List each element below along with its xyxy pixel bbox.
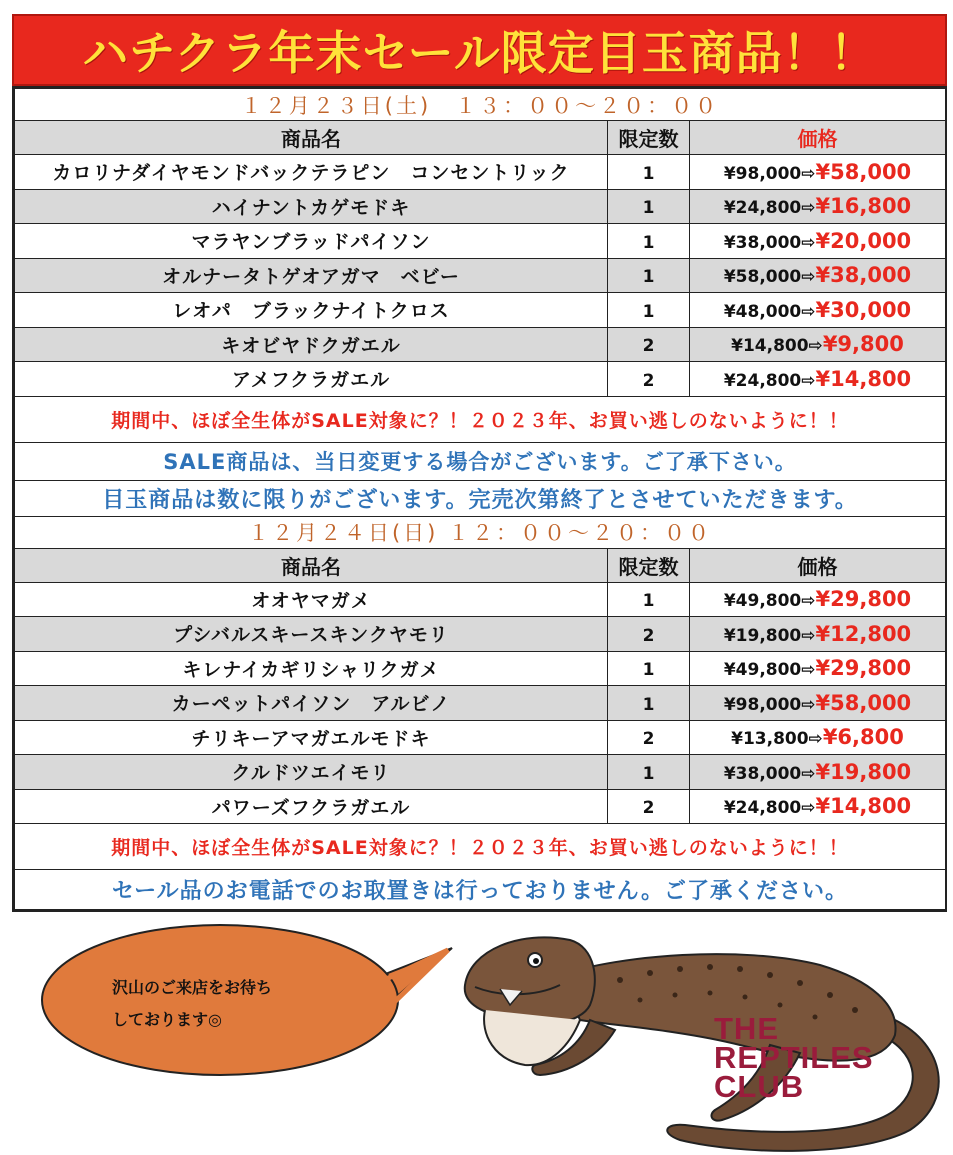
- item-qty: 2: [608, 720, 690, 755]
- day1-section: [15, 89, 946, 517]
- table-row: [15, 293, 946, 328]
- original-price: ¥38,000⇨: [723, 232, 816, 253]
- table-row: [15, 362, 946, 397]
- bubble-line-1: 沢山のご来店をお待ち: [112, 978, 273, 997]
- item-qty: 1: [608, 686, 690, 721]
- item-name: クルドツエイモリ: [15, 755, 608, 790]
- sale-price: ¥12,800: [815, 621, 912, 646]
- item-name: カーペットパイソン アルビノ: [15, 686, 608, 721]
- item-price: [690, 362, 946, 397]
- header-name: 商品名: [15, 121, 608, 155]
- original-price: ¥98,000⇨: [723, 694, 816, 715]
- item-price: [690, 327, 946, 362]
- item-name: アメフクラガエル: [15, 362, 608, 397]
- table-row: [15, 617, 946, 652]
- bubble-message: [112, 972, 352, 1036]
- item-price: [690, 582, 946, 617]
- item-qty: 2: [608, 327, 690, 362]
- header-qty: 限定数: [608, 548, 690, 582]
- item-price: [690, 155, 946, 190]
- original-price: ¥38,000⇨: [723, 763, 816, 784]
- bubble-line-2: しております◎: [112, 1010, 222, 1029]
- day2-phone-notice: セール品のお電話でのお取置きは行っておりません。ご了承ください。: [15, 870, 946, 910]
- original-price: ¥49,800⇨: [723, 660, 816, 681]
- day1-info-limited-row: [15, 480, 946, 516]
- sale-price: ¥20,000: [815, 228, 912, 253]
- day1-info-limited: 目玉商品は数に限りがございます。完売次第終了とさせていただきます。: [15, 480, 946, 516]
- sale-table: [14, 88, 946, 910]
- item-price: [690, 686, 946, 721]
- header-qty: 限定数: [608, 121, 690, 155]
- original-price: ¥98,000⇨: [723, 163, 816, 184]
- sale-sheet: [12, 86, 947, 912]
- table-row: [15, 189, 946, 224]
- sale-price: ¥38,000: [815, 263, 912, 288]
- item-qty: 2: [608, 617, 690, 652]
- sale-price: ¥9,800: [822, 332, 904, 357]
- original-price: ¥24,800⇨: [723, 798, 816, 819]
- banner-title: ハチクラ年末セール限定目玉商品！！: [82, 26, 877, 80]
- sale-price: ¥6,800: [822, 725, 904, 750]
- day2-date-row: [15, 516, 946, 548]
- sale-price: ¥30,000: [815, 297, 912, 322]
- original-price: ¥24,800⇨: [723, 370, 816, 391]
- item-qty: 2: [608, 789, 690, 824]
- day2-sale-note: 期間中、ほぼ全生体がSALE対象に？！２０２３年、お買い逃しのないように！！: [15, 824, 946, 870]
- original-price: ¥48,000⇨: [723, 301, 816, 322]
- header-price: 価格: [690, 121, 946, 155]
- original-price: ¥14,800⇨: [731, 336, 823, 357]
- item-price: [690, 224, 946, 259]
- header-name: 商品名: [15, 548, 608, 582]
- item-name: プシバルスキースキンクヤモリ: [15, 617, 608, 652]
- item-price: [690, 617, 946, 652]
- day1-info-change: SALE商品は、当日変更する場合がございます。ご了承下さい。: [15, 442, 946, 480]
- sale-price: ¥58,000: [815, 159, 912, 184]
- header-price: 価格: [690, 548, 946, 582]
- bearded-dragon-illustration: [440, 925, 953, 1155]
- item-qty: 1: [608, 651, 690, 686]
- item-name: オルナータトゲオアガマ ベビー: [15, 258, 608, 293]
- item-qty: 1: [608, 189, 690, 224]
- original-price: ¥49,800⇨: [723, 591, 816, 612]
- table-row: [15, 327, 946, 362]
- item-price: [690, 789, 946, 824]
- item-price: [690, 258, 946, 293]
- day1-sale-note: 期間中、ほぼ全生体がSALE対象に？！２０２３年、お買い逃しのないように！！: [15, 396, 946, 442]
- item-name: レオパ ブラックナイトクロス: [15, 293, 608, 328]
- table-row: [15, 155, 946, 190]
- item-qty: 1: [608, 258, 690, 293]
- sale-price: ¥14,800: [815, 794, 912, 819]
- item-qty: 1: [608, 755, 690, 790]
- sale-price: ¥16,800: [815, 194, 912, 219]
- table-row: [15, 720, 946, 755]
- day1-date-row: [15, 89, 946, 121]
- original-price: ¥24,800⇨: [723, 198, 816, 219]
- day2-sale-note-row: [15, 824, 946, 870]
- table-row: [15, 582, 946, 617]
- table-row: [15, 651, 946, 686]
- item-name: カロリナダイヤモンドバックテラピン コンセントリック: [15, 155, 608, 190]
- item-price: [690, 651, 946, 686]
- original-price: ¥58,000⇨: [723, 267, 816, 288]
- day2-header-row: [15, 548, 946, 582]
- sale-price: ¥14,800: [815, 366, 912, 391]
- item-name: ハイナントカゲモドキ: [15, 189, 608, 224]
- sale-price: ¥29,800: [815, 656, 912, 681]
- original-price: ¥19,800⇨: [723, 625, 816, 646]
- sale-price: ¥58,000: [815, 690, 912, 715]
- reptiles-club-logo: [714, 1011, 874, 1104]
- item-qty: 1: [608, 224, 690, 259]
- item-name: チリキーアマガエルモドキ: [15, 720, 608, 755]
- item-qty: 2: [608, 362, 690, 397]
- table-row: [15, 258, 946, 293]
- item-name: キオビヤドクガエル: [15, 327, 608, 362]
- logo-line-1: THE: [714, 1011, 779, 1046]
- sale-price: ¥29,800: [815, 587, 912, 612]
- table-row: [15, 755, 946, 790]
- item-name: キレナイカギリシャリクガメ: [15, 651, 608, 686]
- item-price: [690, 293, 946, 328]
- item-price: [690, 720, 946, 755]
- day2-date: １２月２４日(日) １２：００～２０：００: [15, 516, 946, 548]
- item-name: パワーズフクラガエル: [15, 789, 608, 824]
- item-price: [690, 755, 946, 790]
- table-row: [15, 789, 946, 824]
- day1-sale-note-row: [15, 396, 946, 442]
- logo-line-3: CLUB: [714, 1069, 805, 1104]
- item-qty: 1: [608, 582, 690, 617]
- day1-date: １２月２３日(土) １３：００～２０：００: [15, 89, 946, 121]
- item-qty: 1: [608, 155, 690, 190]
- sale-banner: [12, 14, 947, 86]
- table-row: [15, 224, 946, 259]
- day2-section: [15, 516, 946, 910]
- original-price: ¥13,800⇨: [731, 729, 823, 750]
- day1-info-change-row: [15, 442, 946, 480]
- item-qty: 1: [608, 293, 690, 328]
- logo-line-2: REPTILES: [714, 1040, 874, 1075]
- day1-header-row: [15, 121, 946, 155]
- sale-price: ¥19,800: [815, 759, 912, 784]
- table-row: [15, 686, 946, 721]
- day2-phone-notice-row: [15, 870, 946, 910]
- item-name: オオヤマガメ: [15, 582, 608, 617]
- item-name: マラヤンブラッドパイソン: [15, 224, 608, 259]
- item-price: [690, 189, 946, 224]
